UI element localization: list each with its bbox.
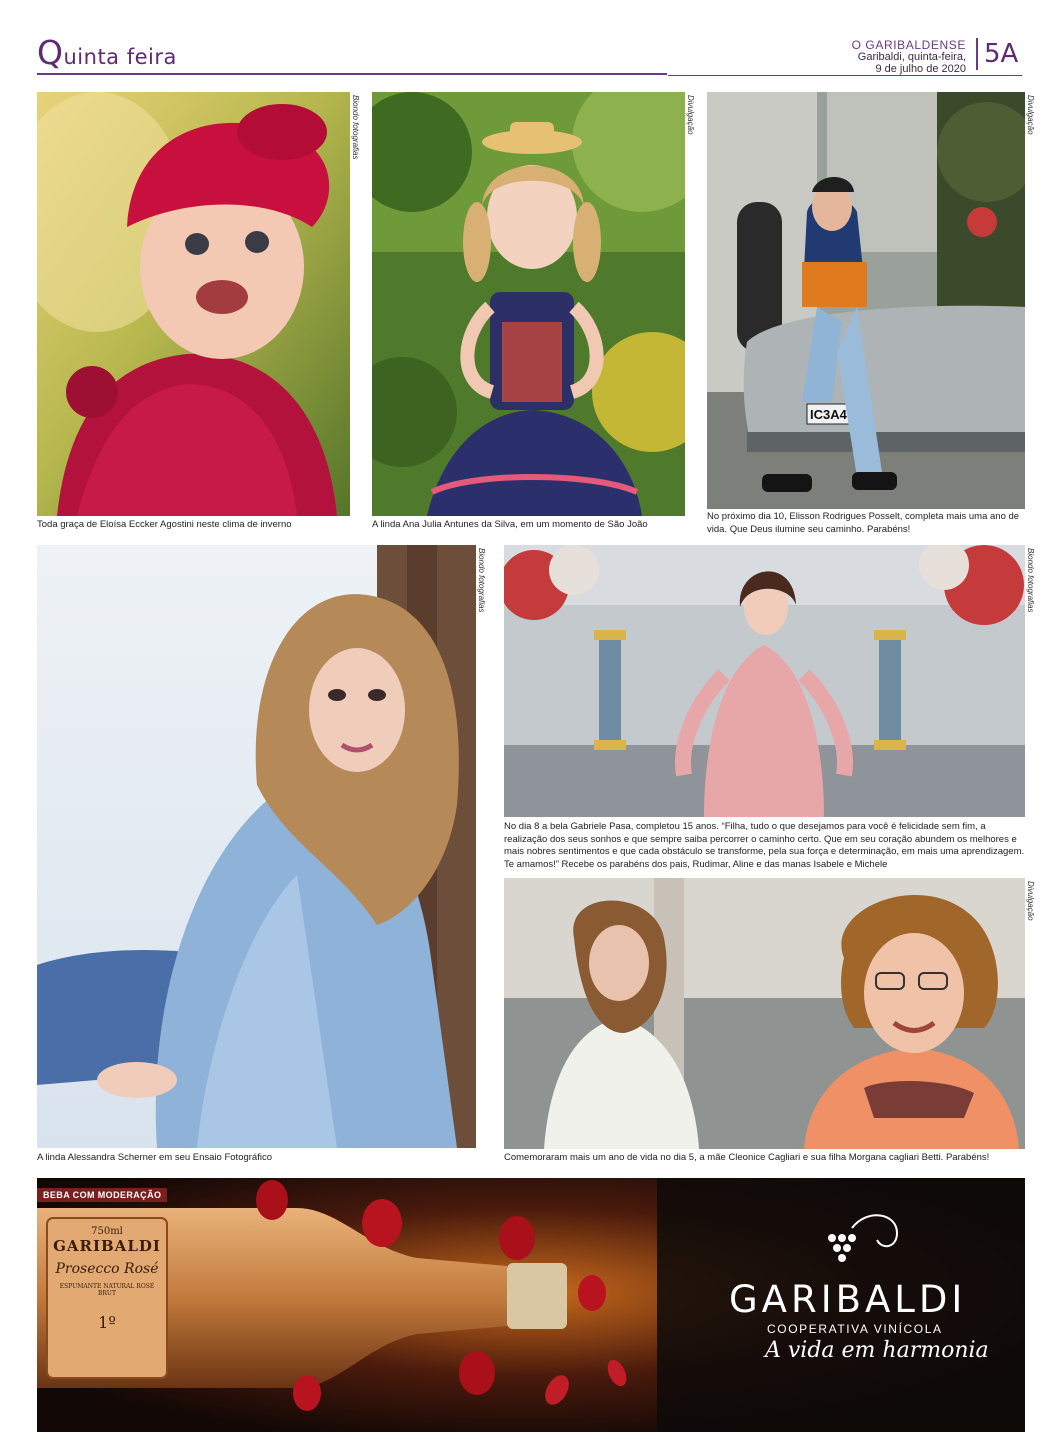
page-number: 5A [984,39,1019,69]
photo-baby [37,92,350,516]
photo-man-car [707,92,1025,509]
photo-gabriele [504,545,1025,817]
bottle-volume: 750ml [91,1226,123,1237]
bottle-product: Prosecco Rosé [55,1261,159,1277]
moderation-notice: BEBA COM MODERAÇÃO [37,1188,167,1202]
bottle-type: ESPUMANTE NATURAL ROSÉ BRUT [59,1283,155,1297]
photo-girl-sao-joao-image [372,92,685,516]
photo-caption: A linda Alessandra Scherner em seu Ensaio Fotográfico [37,1152,272,1163]
photo-credit: Divulgação [1026,95,1035,135]
photo-credit: Biondo fotografias [1026,548,1035,613]
section-title-initial: Q [37,33,64,72]
photo-cleonice-morgana [504,878,1025,1149]
photo-caption: No próximo dia 10, Elisson Rodrigues Posselt, completa mais uma ano de vida. Que Deus ilumine seu caminho. Parabéns! [707,511,1020,535]
advertisement-garibaldi[interactable] [37,1178,1025,1432]
photo-credit: Divulgação [686,95,695,135]
photo-alessandra-image [37,545,476,1148]
header-rule-thin [668,75,1022,76]
section-title [37,33,177,76]
date-line-2: 9 de julho de 2020 [875,63,966,75]
page-number-divider [976,38,978,70]
photo-cleonice-morgana-image [504,878,1025,1149]
photo-caption: Toda graça de Eloísa Eccker Agostini neste clima de inverno [37,519,292,530]
brand-name: GARIBALDI [729,1278,967,1321]
masthead [852,39,966,75]
car-plate: IC3A4 [810,407,847,422]
section-title-rest: uinta feira [63,45,177,69]
bottle-medal: 1º [98,1313,116,1332]
brand-tagline: A vida em harmonia [765,1338,989,1363]
photo-caption: No dia 8 a bela Gabriele Pasa, completou 15 anos. “Filha, tudo o que desejamos para você é felicidade sem fim, a realização dos seus sonhos e que sempre saiba percorrer o caminho certo. Que em seu coração abundem os melhores e mais nobres sentimentos e que cada obstáculo se transforme, pela sua força e determinação, em mais uma aprendizagem. Te amamos!” Recebe os parabéns dos pais, Rudimar, Aline e das manas Isabele e Michele [504,821,1025,870]
paper-name: O GARIBALDENSE [851,38,966,52]
bottle-label [51,1226,163,1332]
photo-caption: Comemoraram mais um ano de vida no dia 5, a mãe Cleonice Cagliari e sua filha Morgana cagliari Betti. Parabéns! [504,1152,990,1163]
bottle-brand: GARIBALDI [53,1237,161,1255]
photo-man-car-image [707,92,1025,509]
header-rule [37,73,667,75]
brand-subtitle: COOPERATIVA VINÍCOLA [767,1322,943,1336]
photo-girl-sao-joao [372,92,685,516]
photo-alessandra [37,545,476,1148]
photo-caption: A linda Ana Julia Antunes da Silva, em um momento de São João [372,519,648,530]
photo-baby-image [37,92,350,516]
date-line-1: Garibaldi, quinta-feira, [857,51,966,63]
photo-credit: Biondo fotografias [351,95,360,160]
photo-credit: Biondo fotografias [477,548,486,613]
photo-credit: Divulgação [1026,881,1035,921]
photo-gabriele-image [504,545,1025,817]
